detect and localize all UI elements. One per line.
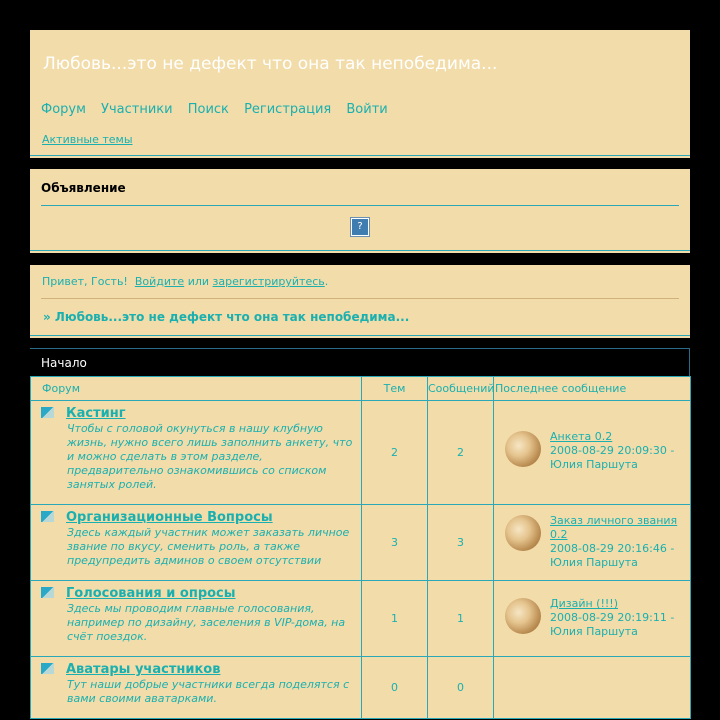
forum-description: Здесь каждый участник может заказать личное звание по вкусу, сменить роль, а также предупредить админов о своем отсутствии	[67, 526, 350, 567]
forum-table	[30, 376, 691, 719]
last-post-cell	[494, 401, 691, 505]
last-post-topic-link[interactable]: Дизайн (!!!)	[550, 597, 618, 610]
forum-cell	[31, 505, 362, 581]
posts-count: 3	[428, 505, 494, 581]
table-row	[31, 505, 691, 581]
forum-status-icon	[41, 663, 54, 674]
main-nav	[41, 102, 399, 117]
announcement-divider	[41, 205, 679, 206]
breadcrumb[interactable]: » Любовь...это не дефект что она так непобедима...	[43, 310, 410, 324]
nav-members[interactable]: Участники	[101, 102, 173, 117]
category-header	[30, 348, 690, 376]
period: .	[324, 275, 329, 288]
register-link[interactable]: зарегистрируйтесь	[212, 275, 325, 288]
table-row	[31, 581, 691, 657]
forum-cell	[31, 657, 362, 719]
topics-count: 2	[362, 401, 428, 505]
header-topics: Тем	[362, 377, 428, 401]
forum-description: Тут наши добрые участники всегда поделятся с вами своими аватарками.	[67, 678, 350, 705]
header-posts: Сообщений	[428, 377, 494, 401]
posts-count: 0	[428, 657, 494, 719]
posts-count: 1	[428, 581, 494, 657]
avatar[interactable]	[505, 598, 541, 634]
last-post-author[interactable]: Юлия Паршута	[550, 556, 638, 569]
welcome-divider	[41, 298, 679, 299]
forum-cell	[31, 401, 362, 505]
avatar[interactable]	[505, 515, 541, 551]
nav-forum[interactable]: Форум	[41, 102, 86, 117]
welcome-panel	[30, 265, 690, 338]
table-header-row	[31, 377, 691, 401]
forum-name-link[interactable]: Кастинг	[66, 406, 126, 421]
last-post-info	[550, 597, 684, 639]
last-post-author[interactable]: Юлия Паршута	[550, 458, 638, 471]
nav-register[interactable]: Регистрация	[244, 102, 332, 117]
last-post-cell	[494, 505, 691, 581]
last-post-info	[550, 514, 684, 570]
forum-title: Любовь...это не дефект что она так непобедима...	[43, 54, 498, 74]
last-post-topic-link[interactable]: Заказ личного звания 0.2	[550, 514, 678, 541]
avatar[interactable]	[505, 431, 541, 467]
login-link[interactable]: Войдите	[134, 275, 185, 288]
forum-status-icon	[41, 587, 54, 598]
help-icon[interactable]: ?	[351, 218, 369, 236]
topics-count: 0	[362, 657, 428, 719]
last-post-info	[550, 430, 684, 472]
topics-count: 1	[362, 581, 428, 657]
announcement-bottom-line	[30, 250, 690, 251]
forum-cell	[31, 581, 362, 657]
forum-status-icon	[41, 407, 54, 418]
last-post-date: 2008-08-29 20:09:30 -	[550, 444, 675, 457]
last-post-topic-link[interactable]: Анкета 0.2	[550, 430, 613, 443]
header-forum: Форум	[31, 377, 362, 401]
header-last-post: Последнее сообщение	[494, 377, 691, 401]
forum-description: Чтобы с головой окунуться в нашу клубную жизнь, нужно всего лишь заполнить анкету, что и можно сделать в этом разделе, предварительно ознакомившись со списком занятых ролей.	[67, 422, 353, 491]
forum-name-link[interactable]: Аватары участников	[66, 662, 221, 677]
last-post-date: 2008-08-29 20:19:11 -	[550, 611, 675, 624]
last-post-date: 2008-08-29 20:16:46 -	[550, 542, 675, 555]
topics-count: 3	[362, 505, 428, 581]
forum-header	[30, 30, 690, 158]
category-title: Начало	[41, 356, 87, 370]
last-post-cell	[494, 581, 691, 657]
table-row	[31, 657, 691, 719]
or-text: или	[187, 275, 210, 288]
announcement-title: Объявление	[41, 181, 126, 195]
forum-name-link[interactable]: Голосования и опросы	[66, 586, 236, 601]
welcome-bottom-line	[30, 335, 690, 336]
last-post-author[interactable]: Юлия Паршута	[550, 625, 638, 638]
greeting: Привет, Гость!	[42, 275, 128, 288]
table-row	[31, 401, 691, 505]
forum-description: Здесь мы проводим главные голосования, например по дизайну, заселения в VIP-дома, на счёт поездок.	[67, 602, 346, 643]
welcome-text	[42, 275, 328, 288]
posts-count: 2	[428, 401, 494, 505]
forum-name-link[interactable]: Организационные Вопросы	[66, 510, 273, 525]
nav-search[interactable]: Поиск	[187, 102, 229, 117]
last-post-cell	[494, 657, 691, 719]
forum-status-icon	[41, 511, 54, 522]
header-divider	[30, 155, 690, 156]
announcement-panel	[30, 169, 690, 253]
active-topics-link[interactable]: Активные темы	[42, 133, 133, 146]
nav-login[interactable]: Войти	[346, 102, 388, 117]
